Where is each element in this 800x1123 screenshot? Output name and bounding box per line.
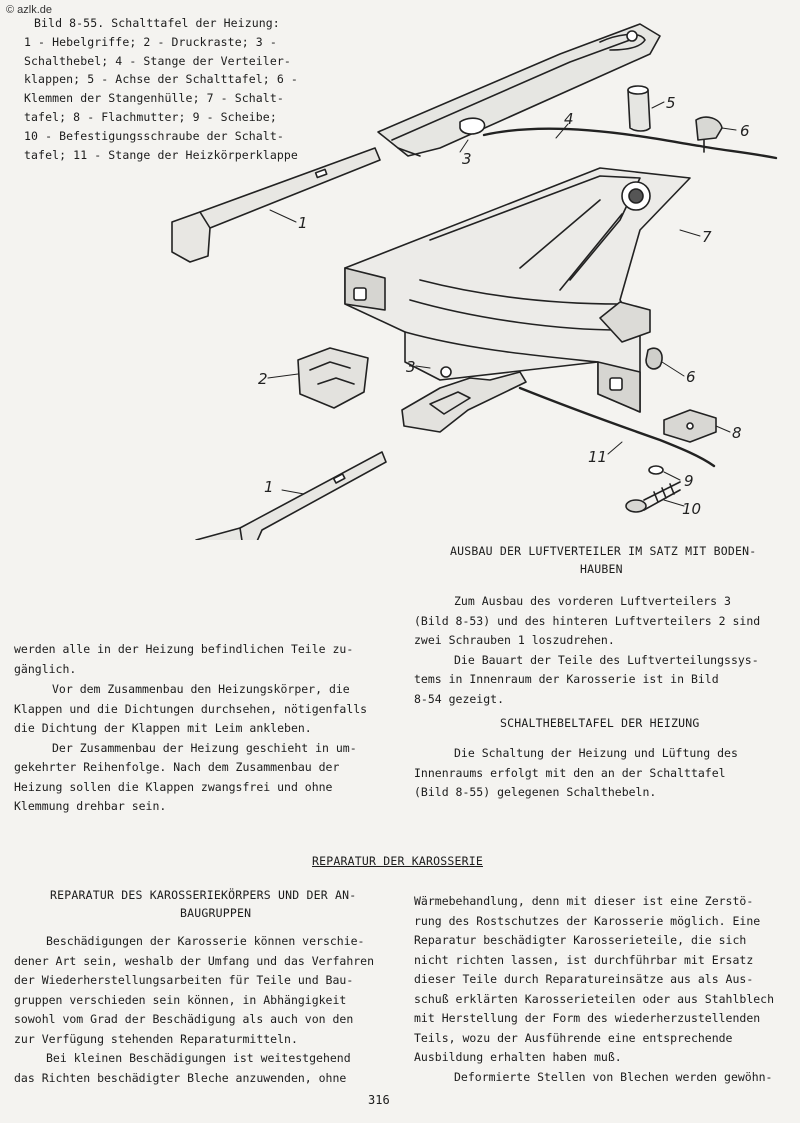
text-line: Teils, wozu der Ausführende eine entsprechende xyxy=(414,1030,733,1045)
callout-11: 11 xyxy=(588,448,608,466)
callout-1-top: 1 xyxy=(298,214,308,232)
figure-caption-line: tafel; 11 - Stange der Heizkörperklappe xyxy=(24,147,298,162)
heading-line: BAUGRUPPEN xyxy=(180,906,252,920)
part-8-flat-nut xyxy=(664,410,716,442)
callout-3-bottom: 3 xyxy=(406,358,416,376)
text-line: Zum Ausbau des vorderen Luftverteilers 3 xyxy=(454,594,731,608)
figure-caption-line: Klemmen der Stangenhülle; 7 - Schalt- xyxy=(24,91,284,106)
text-heater-control-panel xyxy=(414,744,786,803)
text-line: gänglich. xyxy=(14,661,77,676)
part-4-rod xyxy=(484,129,776,158)
page-number: 316 xyxy=(368,1093,390,1107)
text-line: Beschädigungen der Karosserie können verschie- xyxy=(46,934,365,948)
part-9-washer xyxy=(649,466,663,474)
callout-8: 8 xyxy=(732,424,742,442)
section-title: REPARATUR DER KAROSSERIE xyxy=(312,854,483,868)
heading-heater-control-panel: SCHALTHEBELTAFEL DER HEIZUNG xyxy=(500,716,700,730)
heading-line: HAUBEN xyxy=(580,562,623,576)
text-line: die Dichtung der Klappen mit Leim ankleben. xyxy=(14,721,312,735)
text-line: Die Bauart der Teile des Luftverteilungssys- xyxy=(454,652,759,667)
text-line: gekehrter Reihenfolge. Nach dem Zusammenbau der xyxy=(14,760,340,774)
watermark: © azlk.de xyxy=(6,4,53,16)
text-line: mit Herstellung der Form des wiederherzustellenden xyxy=(414,1011,761,1025)
heading-air-distributor-removal xyxy=(450,544,756,576)
figure-caption-line: 1 - Hebelgriffe; 2 - Druckraste; 3 - xyxy=(24,34,277,49)
text-line: Die Schaltung der Heizung und Lüftung des xyxy=(454,746,738,760)
callout-9: 9 xyxy=(684,472,694,490)
figure-caption-line: 10 - Befestigungsschraube der Schalt- xyxy=(24,128,284,143)
text-line: zur Verfügung stehenden Reparaturmitteln. xyxy=(14,1031,298,1046)
text-line: rung des Rostschutzes der Karosserie möglich. Eine xyxy=(414,913,761,928)
text-line: Deformierte Stellen von Blechen werden gewöhn- xyxy=(454,1069,773,1084)
text-line: Klemmung drehbar sein. xyxy=(14,799,167,813)
part-5-axle xyxy=(628,86,650,131)
text-body-repair-left xyxy=(14,932,400,1088)
text-line: Innenraums erfolgt mit den an der Schalttafel xyxy=(414,765,726,780)
text-line: Vor dem Zusammenbau den Heizungskörper, die xyxy=(52,682,350,696)
text-line: der Wiederherstellungsarbeiten für Teile und Bau- xyxy=(14,973,354,987)
text-line: nicht richten lassen, ist durchführbar mit Ersatz xyxy=(414,952,754,967)
part-6-clamp-lower xyxy=(646,348,662,369)
text-line: Klappen und die Dichtungen durchsehen, nötigenfalls xyxy=(14,701,368,716)
text-line: dieser Teile durch Reparatureinsätze aus als Aus- xyxy=(414,972,754,986)
heading-line: REPARATUR DES KAROSSERIEKÖRPERS UND DER AN- xyxy=(50,888,357,902)
callout-2: 2 xyxy=(258,370,268,388)
text-line: tems in Innenraum der Karosserie ist in Bild xyxy=(414,672,719,686)
callout-6-top: 6 xyxy=(740,122,750,140)
text-heater-assembly xyxy=(14,640,394,817)
text-air-distributor xyxy=(414,592,786,709)
callout-7: 7 xyxy=(702,228,712,246)
text-line: Bei kleinen Beschädigungen ist weitestgehend xyxy=(46,1051,351,1065)
text-body-repair-right xyxy=(414,892,794,1087)
part-1-lever-handle-top xyxy=(172,148,380,262)
text-line: Der Zusammenbau der Heizung geschieht in um- xyxy=(52,740,357,755)
text-line: das Richten beschädigter Bleche anzuwenden, ohne xyxy=(14,1070,347,1085)
part-1-lever-handle-bottom xyxy=(196,452,386,540)
text-line: Heizung sollen die Klappen zwangsfrei und ohne xyxy=(14,779,333,794)
figure-caption-line: klappen; 5 - Achse der Schalttafel; 6 - xyxy=(24,72,298,87)
text-line: 8-54 gezeigt. xyxy=(414,691,505,706)
part-2-detent xyxy=(298,348,368,408)
text-line: gruppen verschieden sein können, in Abhängigkeit xyxy=(14,992,347,1007)
figure-caption-title: Bild 8-55. Schalttafel der Heizung: xyxy=(34,16,280,30)
callout-5: 5 xyxy=(666,94,676,112)
heading-line: AUSBAU DER LUFTVERTEILER IM SATZ MIT BODEN- xyxy=(450,544,757,558)
text-line: zwei Schrauben 1 loszudrehen. xyxy=(414,633,615,647)
text-line: Reparatur beschädigter Karosserieteile, die sich xyxy=(414,933,747,947)
text-line: Ausbildung erhalten haben muß. xyxy=(414,1050,622,1064)
heater-control-panel-drawing xyxy=(150,20,790,540)
text-line: dener Art sein, weshalb der Umfang und das Verfahren xyxy=(14,953,375,968)
subsection-title xyxy=(50,888,356,920)
callout-1-bottom: 1 xyxy=(264,478,274,496)
callout-4: 4 xyxy=(564,110,574,128)
text-line: sowohl vom Grad der Beschädigung als auch von den xyxy=(14,1012,354,1026)
part-10-screw xyxy=(626,482,680,512)
text-line: werden alle in der Heizung befindlichen Teile zu- xyxy=(14,642,354,656)
text-line: (Bild 8-55) gelegenen Schalthebeln. xyxy=(414,785,657,799)
figure-caption-line: tafel; 8 - Flachmutter; 9 - Scheibe; xyxy=(24,109,277,124)
figure-caption-line: Schalthebel; 4 - Stange der Verteiler- xyxy=(24,53,291,68)
part-3-lever-top xyxy=(378,24,660,156)
callout-10: 10 xyxy=(682,500,702,518)
callout-6-bottom: 6 xyxy=(686,368,696,386)
text-line: schuß erklärten Karosserieteilen oder aus Stahlblech xyxy=(414,991,775,1006)
callout-3-top: 3 xyxy=(462,150,472,168)
text-line: Wärmebehandlung, denn mit dieser ist eine Zerstö- xyxy=(414,894,754,908)
text-line: (Bild 8-53) und des hinteren Luftverteilers 2 sind xyxy=(414,613,761,628)
